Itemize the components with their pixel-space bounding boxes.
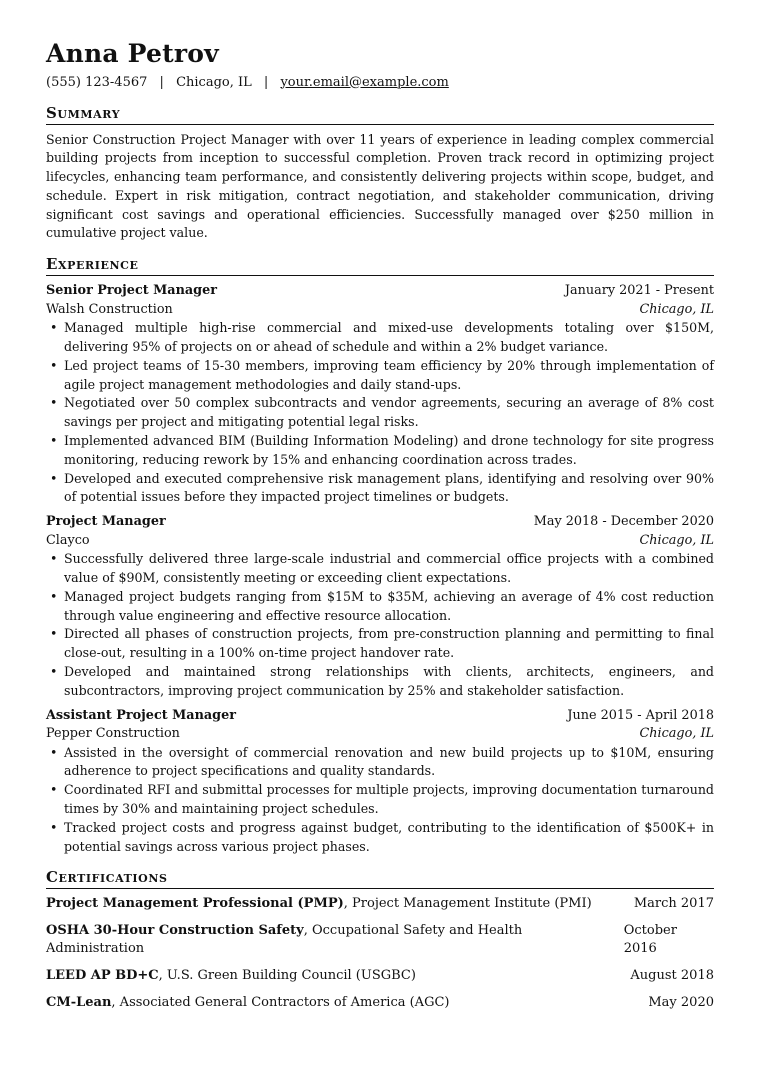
certification-issuer: , Project Management Institute (PMI) [343,896,592,912]
bullet-text: Coordinated RFI and submittal processes for multiple projects, improving documentation turnaround times by 30% and maintaining project schedules. [64,782,714,817]
location: Chicago, IL [176,74,252,90]
bullet-icon: • [50,819,58,835]
job-dates: May 2018 - December 2020 [533,514,714,530]
certification-issuer: , U.S. Green Building Council (USGBC) [158,968,416,984]
bullet-text: Implemented advanced BIM (Building Information Modeling) and drone technology for site progress monitoring, reducing rework by 15% and enhancing coordination across trades. [64,433,714,467]
bullet-item [46,744,714,782]
certification-date: August 2018 [630,968,714,984]
bullet-text: Developed and maintained strong relationships with clients, architects, engineers, and subcontractors, improving project communication by 25% and stakeholder satisfaction. [64,664,714,698]
bullet-text: Negotiated over 50 complex subcontracts and vendor agreements, securing an average of 8% cost savings per project and mitigating potential legal risks. [64,395,714,430]
contact-separator: | [263,74,269,90]
bullet-icon: • [50,744,58,760]
bullet-icon: • [50,470,58,486]
job-header [46,513,714,532]
job-location: Chicago, IL [639,532,714,548]
email-link[interactable]: your.email@example.com [280,74,449,90]
company-name: Clayco [46,532,90,548]
certification-description [46,967,416,985]
certification-name: Project Management Professional (PMP) [46,896,344,912]
job-header [46,707,714,726]
bullet-item [46,588,714,626]
bullet-text: Tracked project costs and progress against budget, contributing to the identification of $500K+ in potential savings across various project phases. [64,819,714,854]
bullet-item [46,319,714,357]
certification-issuer: , Occupational Safety and Health Administration [46,923,523,957]
job-dates: January 2021 - Present [564,283,714,299]
bullet-text: Directed all phases of construction projects, from pre-construction planning and permitting to final close-out, resulting in a 100% on-time project handover rate. [64,626,714,661]
certification-date: October 2016 [623,923,677,957]
certifications-list [46,895,714,1012]
bullet-icon: • [50,551,58,567]
bullet-icon: • [50,395,58,411]
certification-name: OSHA 30-Hour Construction Safety [46,923,304,939]
job-entry [46,513,714,700]
company-name: Walsh Construction [46,301,173,317]
bullet-icon: • [50,626,58,642]
job-bullets [46,550,714,700]
job-dates: June 2015 - April 2018 [567,707,714,723]
bullet-icon: • [50,588,58,604]
bullet-item [46,663,714,701]
job-header [46,282,714,301]
bullet-text: Managed project budgets ranging from $15M to $35M, achieving an average of 4% cost reduction through value engineering and effective resource allocation. [64,588,714,623]
bullet-item [46,781,714,819]
job-location: Chicago, IL [639,726,714,742]
certification-description [46,895,592,913]
job-location: Chicago, IL [639,301,714,317]
certification-description [46,922,624,958]
job-title: Project Manager [46,514,166,530]
section-heading-summary: Summary [46,104,714,125]
job-subheader [46,532,714,551]
contact-line [46,74,714,92]
phone-number: (555) 123-4567 [46,74,148,90]
job-bullets [46,744,714,857]
summary-text: Senior Construction Project Manager with over 11 years of experience in leading complex commercial building projects from inception to successful completion. Proven track record in optimizing project lifecycles, enhancing team performance, and consistently delivering projects within scope, budget, and schedule. Expert in risk mitigation, contract negotiation, and stakeholder communication, driving significant cost savings and operational efficiencies. Successfully managed over $250 million in cumulative project value. [46,131,714,241]
bullet-icon: • [50,664,58,680]
certification-row [46,967,714,985]
bullet-item [46,394,714,432]
bullet-text: Led project teams of 15-30 members, improving team efficiency by 20% through implementation of agile project management methodologies and daily stand-ups. [64,357,714,392]
company-name: Pepper Construction [46,726,180,742]
certification-row [46,895,714,913]
certification-name: CM-Lean [46,995,112,1011]
job-title: Assistant Project Manager [46,707,236,723]
bullet-item [46,625,714,663]
certification-name: LEED AP BD+C [46,968,159,984]
bullet-icon: • [50,782,58,798]
bullet-text: Managed multiple high-rise commercial and mixed-use developments totaling over $150M, delivering 95% of projects on or ahead of schedule and within a 2% budget variance. [64,320,714,355]
bullet-item [46,550,714,588]
bullet-icon: • [50,320,58,336]
section-heading-certifications: Certifications [46,868,714,889]
certification-row [46,994,714,1012]
job-title: Senior Project Manager [46,283,217,299]
bullet-item [46,357,714,395]
candidate-name: Anna Petrov [46,39,219,68]
certification-date: May 2020 [648,995,714,1011]
job-bullets [46,319,714,507]
contact-separator: | [159,74,164,90]
job-subheader [46,301,714,320]
bullet-text: Assisted in the oversight of commercial renovation and new build projects up to $10M, ensuring adherence to project specifications and quality standards. [64,744,714,779]
certification-row [46,922,714,958]
bullet-icon: • [50,433,58,449]
bullet-text: Successfully delivered three large-scale industrial and commercial office projects with a combined value of $90M, consistently meeting or exceeding client expectations. [64,551,714,586]
bullet-item [46,432,714,470]
bullet-item [46,470,714,508]
certification-description [46,994,449,1012]
job-subheader [46,725,714,744]
bullet-icon: • [50,357,58,373]
bullet-item [46,819,714,857]
certification-date: March 2017 [633,896,714,912]
section-heading-experience: Experience [46,255,714,276]
bullet-text: Developed and executed comprehensive risk management plans, identifying and resolving over 90% of potential issues before they impacted project timelines or budgets. [64,470,714,505]
certification-issuer: , Associated General Contractors of America (AGC) [111,995,450,1011]
job-entry [46,707,714,857]
job-entry [46,282,714,507]
